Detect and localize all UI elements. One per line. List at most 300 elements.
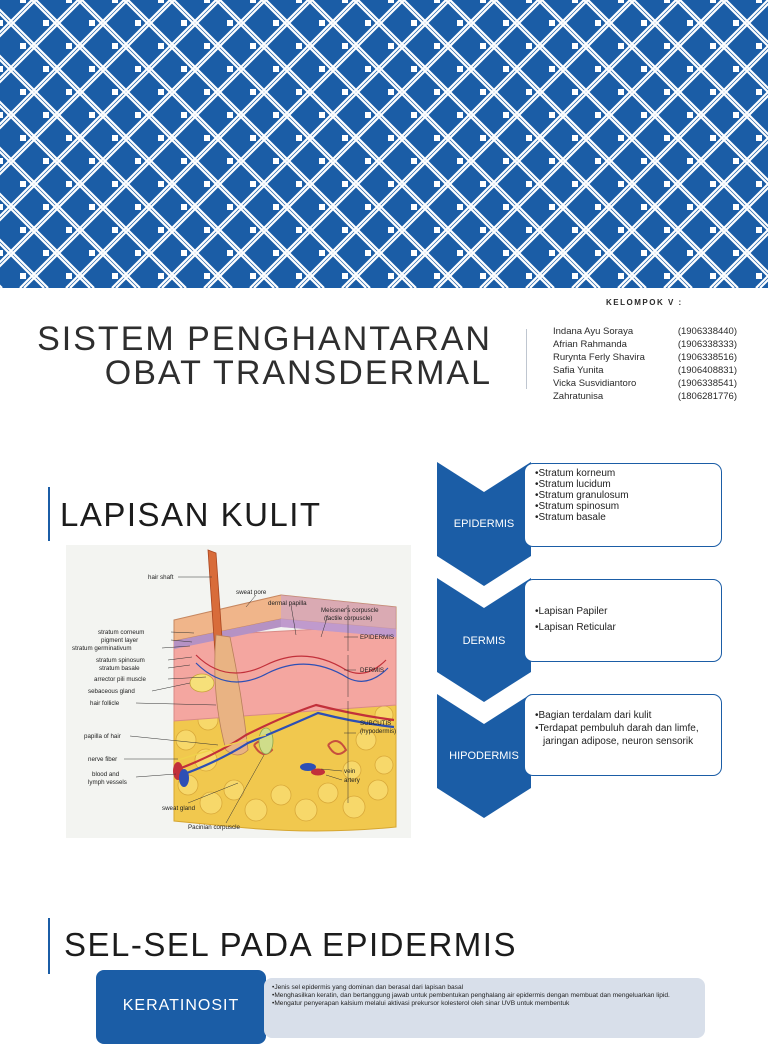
keratinosit-label: KERATINOSIT <box>96 970 266 1044</box>
lattice-square <box>112 181 118 187</box>
lattice-square <box>641 112 647 118</box>
lattice-square <box>595 66 601 72</box>
lattice-square <box>0 112 3 118</box>
lattice-square <box>549 112 555 118</box>
lattice-square <box>733 204 739 210</box>
lattice-square <box>664 227 670 233</box>
lattice-square <box>181 250 187 256</box>
lattice-square <box>319 250 325 256</box>
lattice-square <box>204 181 210 187</box>
lattice-square <box>664 0 670 3</box>
lattice-square <box>319 204 325 210</box>
lattice-square <box>687 158 693 164</box>
member-row <box>553 390 737 403</box>
lattice-square <box>273 158 279 164</box>
lattice-square <box>296 273 302 279</box>
member-row <box>553 364 737 377</box>
member-id: (1906408831) <box>677 365 737 376</box>
lattice-square <box>43 250 49 256</box>
diagram-label-artery: artery <box>344 777 360 784</box>
lattice-square <box>273 66 279 72</box>
lattice-square <box>434 227 440 233</box>
lattice-square <box>204 135 210 141</box>
lattice-square <box>411 204 417 210</box>
lattice-square <box>457 250 463 256</box>
lattice-line <box>128 0 416 288</box>
lattice-square <box>503 20 509 26</box>
lattice-square <box>572 273 578 279</box>
member-id: (1906338516) <box>677 352 737 363</box>
lattice-square <box>20 89 26 95</box>
lattice-square <box>618 273 624 279</box>
lattice-square <box>572 227 578 233</box>
lattice-square <box>296 0 302 3</box>
lattice-square <box>204 43 210 49</box>
lattice-square <box>503 204 509 210</box>
epidermis-label: EPIDERMIS <box>453 518 515 530</box>
lattice-square <box>618 181 624 187</box>
lattice-square <box>388 43 394 49</box>
title-divider <box>526 329 527 389</box>
lattice-square <box>480 89 486 95</box>
lattice-square <box>20 0 26 3</box>
title-line: SISTEM PENGHANTARAN <box>37 320 492 358</box>
hipodermis-content-box <box>524 694 722 776</box>
lattice-square <box>296 135 302 141</box>
lattice-square <box>595 250 601 256</box>
lattice-square <box>135 250 141 256</box>
diagram-label-hair-shaft: hair shaft <box>148 574 174 581</box>
lattice-square <box>89 204 95 210</box>
lattice-square <box>457 112 463 118</box>
lattice-square <box>0 250 3 256</box>
lattice-square <box>480 135 486 141</box>
diagram-label-dermis: DERMIS <box>360 667 385 674</box>
keratinosit-point: • Mengatur penyerapan kalsium melalui aktivasi prekursor kolesterol oleh sinar UVB untuk membentuk <box>272 1000 697 1008</box>
lattice-square <box>388 227 394 233</box>
lattice-square <box>273 20 279 26</box>
lattice-square <box>687 112 693 118</box>
lattice-square <box>204 227 210 233</box>
lattice-square <box>204 0 210 3</box>
lattice-square <box>158 0 164 3</box>
epidermis-item: • Stratum spinosum <box>535 501 715 512</box>
lattice-square <box>296 181 302 187</box>
lattice-square <box>365 204 371 210</box>
member-name: Safia Yunita <box>553 365 604 376</box>
lattice-square <box>411 250 417 256</box>
lattice-square <box>0 66 3 72</box>
diagram-label-epidermis: EPIDERMIS <box>360 634 395 641</box>
lattice-square <box>756 227 762 233</box>
section-accent-bar <box>48 487 50 541</box>
lattice-square <box>480 273 486 279</box>
lattice-square <box>756 181 762 187</box>
section-title-epidermis-cells: SEL-SEL PADA EPIDERMIS <box>64 926 517 963</box>
lattice-square <box>503 158 509 164</box>
lattice-square <box>572 135 578 141</box>
lattice-square <box>20 273 26 279</box>
member-name: Afrian Rahmanda <box>553 339 627 350</box>
hipodermis-item: • Bagian terdalam dari kulit <box>535 709 715 722</box>
lattice-square <box>135 204 141 210</box>
diagram-label-pigment-layer: pigment layer <box>101 637 139 644</box>
lattice-square <box>89 250 95 256</box>
lattice-square <box>687 250 693 256</box>
diagram-label-lymph-vessels: lymph vessels <box>88 779 127 786</box>
diagram-label-stratum-germinativum: stratum germinativum <box>72 645 132 652</box>
lattice-square <box>158 181 164 187</box>
lattice-square <box>89 112 95 118</box>
lattice-square <box>641 20 647 26</box>
member-row <box>553 325 737 338</box>
member-name: Indana Ayu Soraya <box>553 326 634 337</box>
lattice-square <box>181 20 187 26</box>
lattice-square <box>664 43 670 49</box>
lattice-square <box>434 0 440 3</box>
lattice-square <box>181 158 187 164</box>
lattice-line <box>36 0 324 288</box>
lattice-square <box>112 43 118 49</box>
lattice-square <box>43 20 49 26</box>
diagram-label-blood-and: blood and <box>92 771 120 778</box>
lattice-square <box>710 227 716 233</box>
lattice-square <box>526 135 532 141</box>
lattice-square <box>66 89 72 95</box>
keratinosit-point: • Menghasilkan keratin, dan bertanggung jawab untuk pembentukan penghalang air epidermis dengan membuat dan mengeluarkan lipid. <box>272 992 697 1000</box>
member-id: (1906338333) <box>677 339 737 350</box>
lattice-square <box>20 181 26 187</box>
diagram-label-stratum-basale: stratum basale <box>99 665 140 672</box>
lattice-square <box>342 43 348 49</box>
lattice-square <box>0 20 3 26</box>
lattice-square <box>526 273 532 279</box>
lattice-square <box>250 89 256 95</box>
lattice-line <box>450 0 738 288</box>
lattice-square <box>43 158 49 164</box>
lattice-square <box>227 250 233 256</box>
lattice-square <box>434 181 440 187</box>
diagram-label-sweat-pore: sweat pore <box>236 589 267 596</box>
lattice-square <box>549 250 555 256</box>
lattice-square <box>319 20 325 26</box>
lattice-square <box>319 158 325 164</box>
lattice-square <box>319 66 325 72</box>
lattice-line <box>312 0 600 288</box>
lattice-square <box>710 89 716 95</box>
lattice-square <box>273 112 279 118</box>
lattice-square <box>756 43 762 49</box>
lattice-square <box>296 227 302 233</box>
lattice-pattern <box>0 0 768 288</box>
lattice-square <box>112 227 118 233</box>
lattice-square <box>319 112 325 118</box>
hipodermis-item: • Terdapat pembuluh darah dan limfe, jaringan adipose, neuron sensorik <box>535 722 715 748</box>
lattice-square <box>250 227 256 233</box>
lattice-square <box>158 135 164 141</box>
lattice-square <box>618 227 624 233</box>
lattice-square <box>388 135 394 141</box>
lattice-square <box>273 204 279 210</box>
lattice-line <box>630 0 768 288</box>
lattice-square <box>733 112 739 118</box>
diagram-label-sweat-gland: sweat gland <box>162 805 196 812</box>
member-row <box>553 377 737 390</box>
lattice-square <box>66 0 72 3</box>
lattice-square <box>250 0 256 3</box>
lattice-square <box>365 158 371 164</box>
lattice-line <box>634 0 768 288</box>
dermis-content-box <box>524 579 722 662</box>
lattice-square <box>457 204 463 210</box>
member-name: Vicka Susvidiantoro <box>553 378 637 389</box>
lattice-square <box>135 158 141 164</box>
member-row <box>553 338 737 351</box>
lattice-square <box>43 204 49 210</box>
lattice-square <box>43 66 49 72</box>
presentation-title <box>0 322 492 390</box>
lattice-square <box>641 204 647 210</box>
lattice-square <box>733 20 739 26</box>
member-id: (1906338440) <box>677 326 737 337</box>
lattice-square <box>618 89 624 95</box>
dermis-item: • Lapisan Papiler <box>535 604 715 620</box>
dermis-label: DERMIS <box>462 635 506 647</box>
lattice-square <box>89 20 95 26</box>
lattice-square <box>20 43 26 49</box>
lattice-square <box>296 89 302 95</box>
lattice-square <box>618 0 624 3</box>
lattice-square <box>250 43 256 49</box>
lattice-square <box>66 227 72 233</box>
lattice-line <box>358 0 646 288</box>
lattice-square <box>618 43 624 49</box>
lattice-square <box>457 20 463 26</box>
lattice-square <box>89 158 95 164</box>
lattice-square <box>710 181 716 187</box>
lattice-square <box>365 20 371 26</box>
member-row <box>553 351 737 364</box>
lattice-square <box>549 158 555 164</box>
lattice-square <box>687 66 693 72</box>
diagram-label-hair-follicle: hair follicle <box>90 700 120 707</box>
diagram-label-pacinian: Pacinian corpuscle <box>188 824 240 831</box>
member-name: Rurynta Ferly Shavira <box>553 352 645 363</box>
title-line: OBAT TRANSDERMAL <box>104 354 492 392</box>
lattice-line <box>174 0 462 288</box>
lattice-square <box>733 66 739 72</box>
lattice-square <box>204 89 210 95</box>
lattice-square <box>342 273 348 279</box>
lattice-square <box>480 227 486 233</box>
lattice-square <box>227 112 233 118</box>
diagram-label-meissner-sub: (tactile corpuscle) <box>324 615 373 622</box>
lattice-square <box>66 135 72 141</box>
lattice-square <box>664 181 670 187</box>
lattice-square <box>342 181 348 187</box>
keratinosit-description <box>264 978 705 1038</box>
lattice-square <box>158 43 164 49</box>
lattice-square <box>342 227 348 233</box>
lattice-square <box>595 158 601 164</box>
lattice-square <box>227 20 233 26</box>
lattice-square <box>549 20 555 26</box>
lattice-square <box>710 43 716 49</box>
epidermis-content-box <box>524 463 722 547</box>
lattice-square <box>526 0 532 3</box>
lattice-square <box>342 135 348 141</box>
lattice-square <box>411 158 417 164</box>
lattice-square <box>89 66 95 72</box>
lattice-square <box>756 135 762 141</box>
lattice-square <box>480 43 486 49</box>
lattice-square <box>526 181 532 187</box>
lattice-square <box>20 135 26 141</box>
lattice-square <box>457 158 463 164</box>
lattice-square <box>618 135 624 141</box>
lattice-square <box>388 181 394 187</box>
lattice-square <box>710 135 716 141</box>
lattice-square <box>457 66 463 72</box>
lattice-line <box>220 0 508 288</box>
lattice-square <box>250 273 256 279</box>
diagram-label-vein: vein <box>344 768 356 775</box>
lattice-square <box>756 0 762 3</box>
diagram-label-hypodermis: (hypodermis) <box>360 728 397 735</box>
member-id: (1806281776) <box>677 391 737 402</box>
lattice-line <box>266 0 554 288</box>
cover-pattern <box>0 0 768 288</box>
lattice-square <box>365 250 371 256</box>
diagram-label-nerve-fiber: nerve fiber <box>88 756 118 763</box>
lattice-square <box>227 66 233 72</box>
diagram-label-subcutis: SUBCUTIS <box>360 720 392 727</box>
lattice-square <box>664 89 670 95</box>
lattice-square <box>664 135 670 141</box>
lattice-square <box>181 112 187 118</box>
hipodermis-label: HIPODERMIS <box>449 750 519 762</box>
section-accent-bar <box>48 918 50 974</box>
lattice-square <box>204 273 210 279</box>
lattice-square <box>158 273 164 279</box>
epidermis-item: • Stratum granulosum <box>535 490 715 501</box>
lattice-line <box>82 0 370 288</box>
group-label: KELOMPOK V : <box>606 298 683 307</box>
lattice-square <box>434 135 440 141</box>
member-id: (1906338541) <box>677 378 737 389</box>
lattice-square <box>503 66 509 72</box>
lattice-square <box>733 250 739 256</box>
lattice-square <box>434 89 440 95</box>
lattice-square <box>112 0 118 3</box>
lattice-square <box>135 66 141 72</box>
diagram-label-meissner: Meissner's corpuscle <box>321 607 379 614</box>
lattice-square <box>158 227 164 233</box>
lattice-square <box>250 181 256 187</box>
lattice-square <box>595 20 601 26</box>
lattice-square <box>595 204 601 210</box>
diagram-label-arrector-pili: arrector pili muscle <box>94 676 146 683</box>
epidermis-item: • Stratum korneum <box>535 468 715 479</box>
lattice-square <box>641 66 647 72</box>
lattice-square <box>388 0 394 3</box>
lattice-square <box>526 43 532 49</box>
lattice-square <box>549 66 555 72</box>
lattice-square <box>710 0 716 3</box>
lattice-square <box>549 204 555 210</box>
member-list <box>553 325 737 403</box>
lattice-square <box>687 204 693 210</box>
lattice-square <box>296 43 302 49</box>
lattice-square <box>710 273 716 279</box>
diagram-label-dermal-papilla: dermal papilla <box>268 600 307 607</box>
lattice-square <box>434 273 440 279</box>
epidermis-item: • Stratum basale <box>535 512 715 523</box>
lattice-square <box>227 158 233 164</box>
lattice-square <box>641 250 647 256</box>
lattice-square <box>733 158 739 164</box>
member-name: Zahratunisa <box>553 391 604 402</box>
skin-anatomy-diagram <box>66 545 411 838</box>
lattice-square <box>43 112 49 118</box>
lattice-square <box>756 89 762 95</box>
diagram-label-stratum-corneum: stratum corneum <box>98 629 145 636</box>
lattice-square <box>112 135 118 141</box>
lattice-square <box>342 89 348 95</box>
lattice-square <box>480 0 486 3</box>
lattice-square <box>687 20 693 26</box>
lattice-square <box>0 158 3 164</box>
lattice-square <box>365 112 371 118</box>
lattice-square <box>135 20 141 26</box>
lattice-square <box>250 135 256 141</box>
lattice-square <box>135 112 141 118</box>
lattice-square <box>20 227 26 233</box>
lattice-square <box>434 43 440 49</box>
skin-cross-section-illustration <box>66 545 411 838</box>
lattice-square <box>411 112 417 118</box>
diagram-label-sebaceous-gland: sebaceous gland <box>88 688 135 695</box>
section-title-skin-layers: LAPISAN KULIT <box>60 496 322 533</box>
lattice-square <box>112 273 118 279</box>
diagram-label-papilla-of-hair: papilla of hair <box>84 733 121 740</box>
diagram-label-stratum-spinosum: stratum spinosum <box>96 657 145 664</box>
keratinosit-point: • Jenis sel epidermis yang dominan dan berasal dari lapisan basal <box>272 984 697 992</box>
lattice-square <box>411 20 417 26</box>
lattice-square <box>66 181 72 187</box>
lattice-square <box>342 0 348 3</box>
lattice-square <box>388 89 394 95</box>
lattice-square <box>181 66 187 72</box>
lattice-square <box>572 0 578 3</box>
lattice-square <box>66 273 72 279</box>
dermis-item: • Lapisan Reticular <box>535 620 715 636</box>
lattice-square <box>0 204 3 210</box>
lattice-square <box>526 89 532 95</box>
lattice-square <box>227 204 233 210</box>
lattice-square <box>480 181 486 187</box>
lattice-square <box>388 273 394 279</box>
epidermis-item: • Stratum lucidum <box>535 479 715 490</box>
lattice-square <box>365 66 371 72</box>
lattice-square <box>503 112 509 118</box>
lattice-square <box>572 181 578 187</box>
lattice-square <box>66 43 72 49</box>
lattice-square <box>158 89 164 95</box>
lattice-square <box>411 66 417 72</box>
lattice-square <box>664 273 670 279</box>
lattice-square <box>181 204 187 210</box>
